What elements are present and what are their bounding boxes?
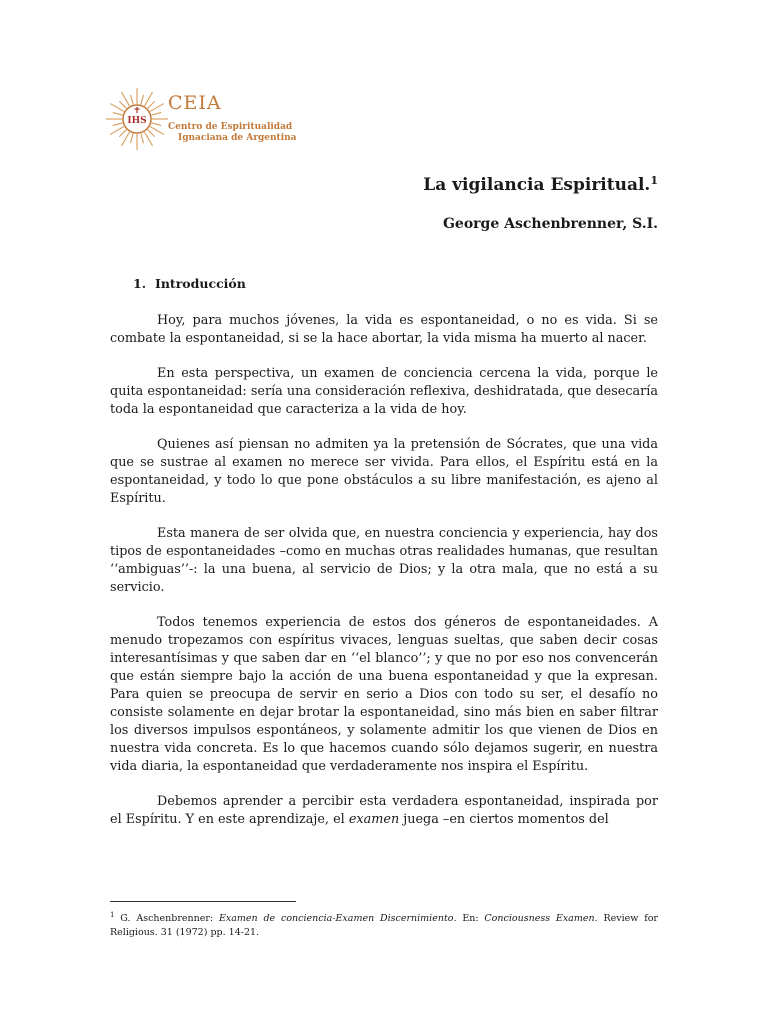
section-heading-text: Introducción xyxy=(155,276,246,291)
document-title-text: La vigilancia Espiritual. xyxy=(423,175,651,195)
body-paragraph: Hoy, para muchos jóvenes, la vida es espontaneidad, o no es vida. Si se combate la espontaneidad, si se la hace abortar, la vida misma ha muerto al nacer. xyxy=(110,313,658,346)
footnote-separator xyxy=(110,901,296,902)
logo-subtitle-line1: Centro de Espiritualidad xyxy=(168,122,293,132)
ceia-logo xyxy=(104,86,304,156)
body-paragraph-last xyxy=(110,793,658,829)
ihs-monogram: IHS xyxy=(127,116,147,126)
sun-ray xyxy=(113,123,123,126)
footnote-text: . En: xyxy=(453,913,485,925)
logo-name: CEIA xyxy=(168,92,222,114)
sun-ray xyxy=(145,132,153,146)
sun-ray xyxy=(110,104,124,112)
sun-ray xyxy=(148,101,155,108)
paragraph-text: juega –en ciertos momentos del xyxy=(399,812,609,827)
sun-ray xyxy=(122,92,130,106)
sun-ray xyxy=(151,123,161,126)
sun-ray xyxy=(150,127,164,135)
section-number: 1. xyxy=(133,276,147,291)
sun-ray xyxy=(145,92,153,106)
title-footnote-ref: 1 xyxy=(650,174,658,187)
document-title xyxy=(423,174,658,195)
footnote-work: Examen de conciencia-Examen Discernimiento xyxy=(218,913,454,925)
body-paragraph: Quienes así piensan no admiten ya la pretensión de Sócrates, que una vida que se sustrae al examen no merece ser vivida. Para ellos, el Espíritu está en la espontaneidad, y todo lo que pone obstáculos a su libre manifestación, es ajeno al Espíritu. xyxy=(110,437,658,506)
footnote-ref: 1 xyxy=(110,911,115,919)
document-body xyxy=(110,312,658,846)
sun-ray xyxy=(150,104,164,112)
sun-ray xyxy=(151,113,161,116)
footnote xyxy=(110,908,658,940)
sun-ray xyxy=(113,113,123,116)
sun-ray xyxy=(131,133,134,143)
body-paragraph: Esta manera de ser olvida que, en nuestra conciencia y experiencia, hay dos tipos de espontaneidades –como en muchas otras realidades humanas, que resultan ‘‘ambiguas’’-: la una buena, al servicio de Dios; y la otra mala, que no está a su servicio. xyxy=(110,526,658,595)
footnote-source: Conciousness Examen xyxy=(484,913,595,925)
body-paragraph: Todos tenemos experiencia de estos dos géneros de espontaneidades. A menudo tropezamos con espíritus vivaces, lenguas sueltas, que saben decir cosas interesantísimas y que saben dar en ‘‘el blanco’’; y que no por eso nos convencerán que están siempre bajo la acción de una buena espontaneidad y que la expresan. Para quien se preocupa de servir en serio a Dios con todo su ser, el desafío no consiste solamente en dejar brotar la espontaneidad, sino más bien en saber filtrar los diversos impulsos espontáneos, y solamente admitir los que vienen de Dios en nuestra vida concreta. Es lo que hacemos cuando sólo dejamos sugerir, en nuestra vida diaria, la espontaneidad que verdaderamente nos inspira el Espíritu. xyxy=(110,615,658,774)
paragraph-emphasis: examen xyxy=(348,812,400,827)
ihs-sun-emblem-icon xyxy=(104,86,170,152)
footnote-author: G. Aschenbrenner: xyxy=(114,913,219,925)
sun-ray xyxy=(119,101,126,108)
paragraph-text: Debemos aprender a percibir esta verdadera espontaneidad, inspirada por el Espíritu. Y en este aprendizaje, el xyxy=(110,794,658,827)
document-author: George Aschenbrenner, S.I. xyxy=(442,216,658,232)
sun-ray xyxy=(141,95,144,105)
sun-ray xyxy=(148,130,155,137)
footnote-text: . Review for Religious. 31 (1972) pp. 14-21. xyxy=(110,913,658,939)
sun-ray xyxy=(141,133,144,143)
body-paragraph: En esta perspectiva, un examen de conciencia cercena la vida, porque le quita espontaneidad: sería una consideración reflexiva, deshidratada, que desecaría toda la espontaneidad que caracteriza a la vida de hoy. xyxy=(110,366,658,417)
sun-ray xyxy=(110,127,124,135)
sun-ray xyxy=(122,132,130,146)
logo-subtitle-line2: Ignaciana de Argentina xyxy=(178,133,297,143)
sun-ray xyxy=(119,130,126,137)
section-heading xyxy=(133,276,246,291)
logo-subtitle xyxy=(168,122,318,144)
sun-ray xyxy=(131,95,134,105)
